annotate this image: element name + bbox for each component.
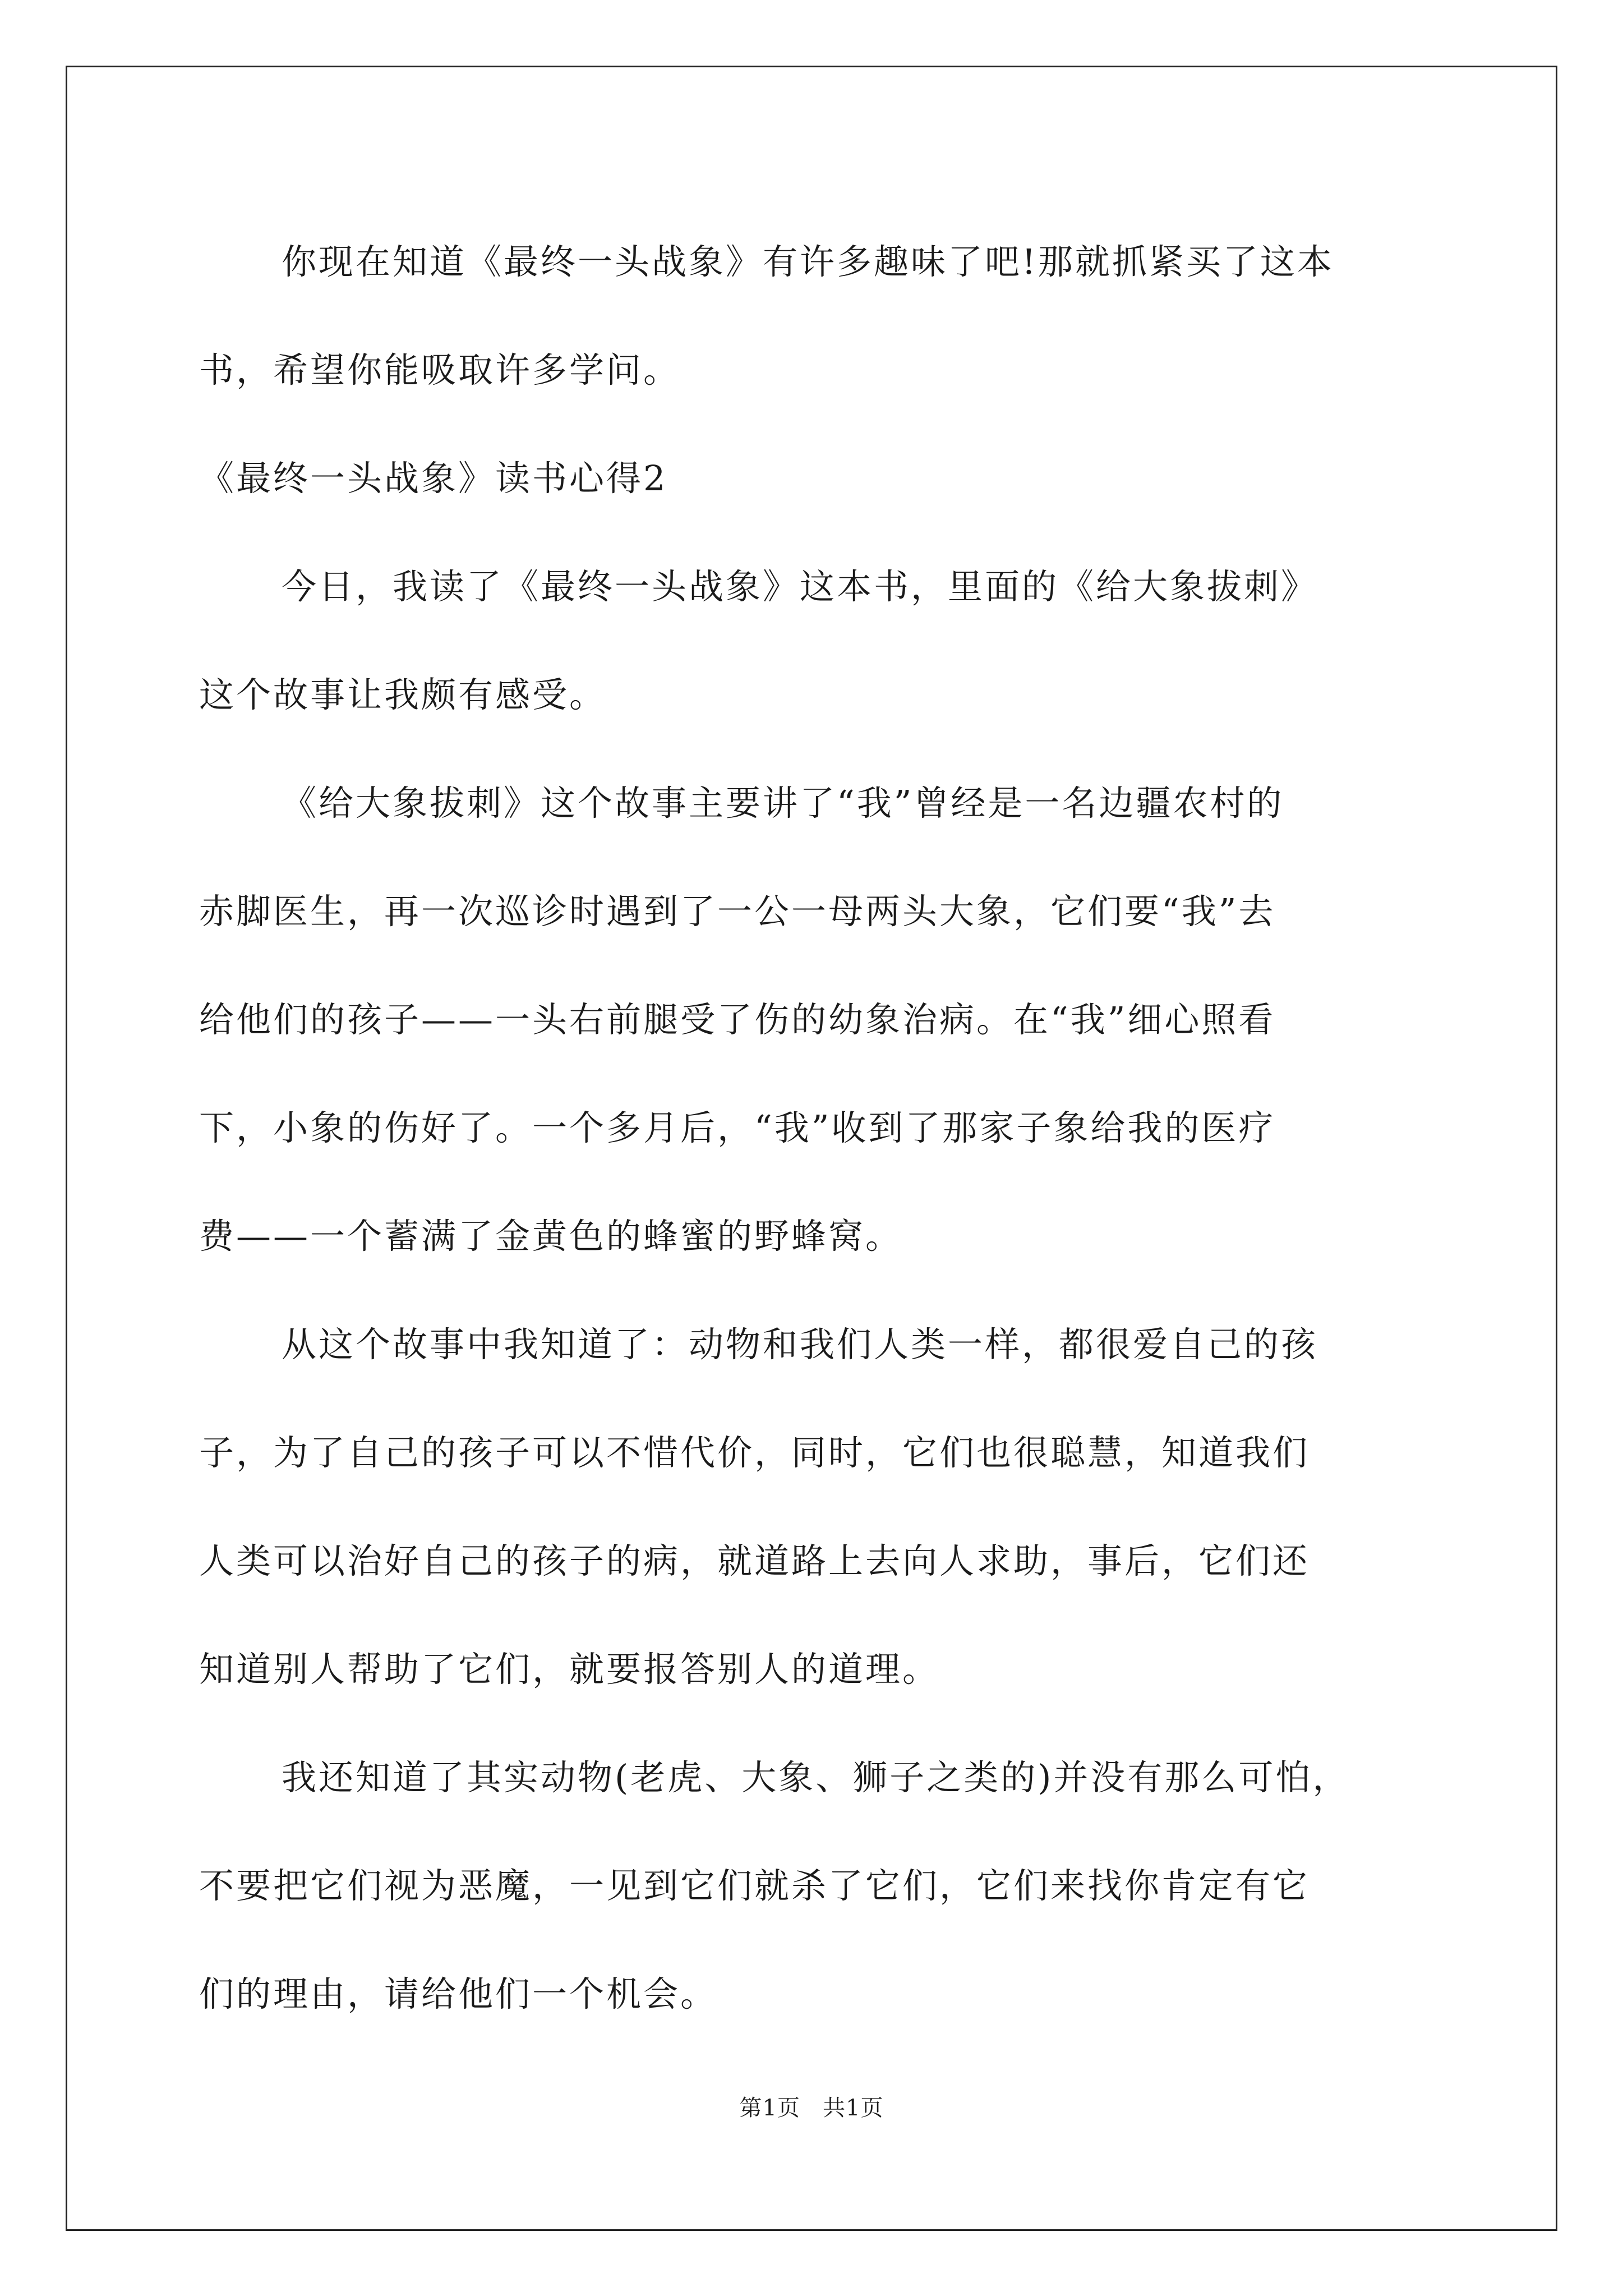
paragraph-5-line-3: 们的理由，请给他们一个机会。 [199, 1973, 718, 2014]
page-number-total: 共1页 [823, 2095, 884, 2121]
paragraph-4-line-3: 人类可以治好自己的孩子的病，就道路上去向人求助，事后，它们还 [199, 1540, 1310, 1581]
paragraph-1-line-1: 你现在知道《最终一头战象》有许多趣味了吧!那就抓紧买了这本 [282, 241, 1334, 282]
paragraph-3-line-5: 费——一个蓄满了金黄色的蜂蜜的野蜂窝。 [199, 1216, 903, 1257]
paragraph-5-line-1: 我还知道了其实动物(老虎、大象、狮子之类的)并没有那么可怕， [282, 1757, 1350, 1798]
paragraph-3-line-1: 《给大象拔刺》这个故事主要讲了“我”曾经是一名边疆农村的 [282, 783, 1284, 823]
paragraph-3-line-2: 赤脚医生，再一次巡诊时遇到了一公一母两头大象，它们要“我”去 [199, 891, 1276, 932]
paragraph-4-line-4: 知道别人帮助了它们，就要报答别人的道理。 [199, 1649, 940, 1690]
paragraph-2-line-2: 这个故事让我颇有感受。 [199, 674, 607, 715]
paragraph-4-line-1: 从这个故事中我知道了：动物和我们人类一样，都很爱自己的孩 [282, 1324, 1318, 1365]
page-footer [0, 2091, 1623, 2125]
paragraph-3-line-4: 下，小象的伤好了。一个多月后，“我”收到了那家子象给我的医疗 [199, 1107, 1276, 1148]
paragraph-3-line-3: 给他们的孩子——一头右前腿受了伤的幼象治病。在“我”细心照看 [199, 999, 1276, 1040]
paragraph-4-line-2: 子，为了自己的孩子可以不惜代价，同时，它们也很聪慧，知道我们 [199, 1432, 1310, 1473]
document-body [199, 208, 1433, 2048]
paragraph-5-line-2: 不要把它们视为恶魔，一见到它们就杀了它们，它们来找你肯定有它 [199, 1865, 1310, 1906]
page-number-current: 第1页 [739, 2095, 800, 2121]
paragraph-2-line-1: 今日，我读了《最终一头战象》这本书，里面的《给大象拔刺》 [282, 566, 1318, 607]
paragraph-1-line-2: 书，希望你能吸取许多学问。 [199, 349, 681, 390]
section-heading: 《最终一头战象》读书心得2 [199, 458, 668, 499]
